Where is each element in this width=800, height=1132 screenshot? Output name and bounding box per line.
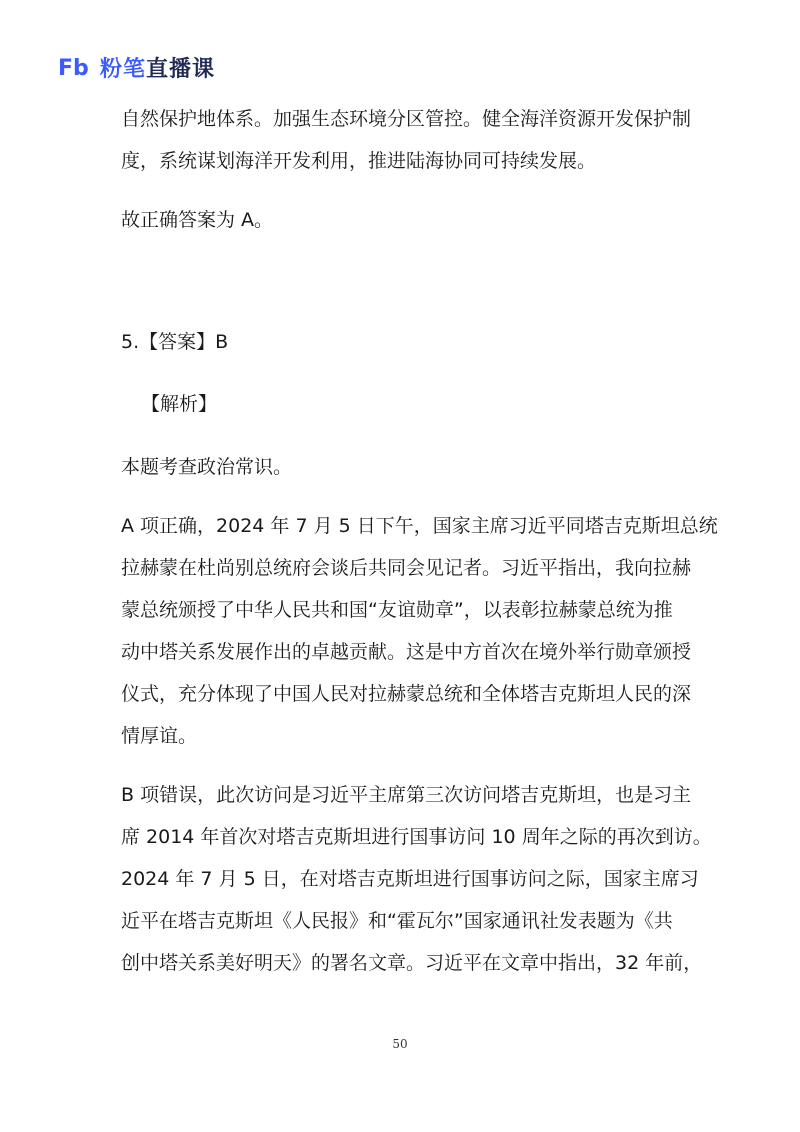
brand-name: 粉笔 bbox=[100, 56, 147, 82]
text-line: 2024 年 7 月 5 日，在对塔吉克斯坦进行国事访问之际，国家主席习 bbox=[121, 868, 699, 890]
text-line: 仪式，充分体现了中国人民对拉赫蒙总统和全体塔吉克斯坦人民的深 bbox=[121, 683, 692, 705]
text-line: 拉赫蒙在杜尚别总统府会谈后共同会见记者。习近平指出，我向拉赫 bbox=[121, 557, 692, 579]
question-answer-heading: 5.【答案】B bbox=[121, 331, 229, 353]
text-line: B 项错误，此次访问是习近平主席第三次访问塔吉克斯坦，也是习主 bbox=[121, 784, 692, 806]
text-line: 蒙总统颁授了中华人民共和国“友谊勋章”，以表彰拉赫蒙总统为推 bbox=[121, 599, 673, 621]
text-line: 创中塔关系美好明天》的署名文章。习近平在文章中指出，32 年前， bbox=[121, 952, 703, 974]
text-line: 情厚谊。 bbox=[121, 725, 198, 747]
text-line: 动中塔关系发展作出的卓越贡献。这是中方首次在境外举行勋章颁授 bbox=[121, 641, 692, 663]
page-number: 50 bbox=[392, 1037, 408, 1051]
brand-logo bbox=[58, 52, 215, 82]
text-line: 本题考查政治常识。 bbox=[121, 456, 293, 478]
svg-text:Fb: Fb bbox=[58, 56, 89, 79]
text-line: 自然保护地体系。加强生态环境分区管控。健全海洋资源开发保护制 bbox=[121, 108, 692, 130]
text-line: 度，系统谋划海洋开发利用，推进陆海协同可持续发展。 bbox=[121, 150, 597, 172]
text-line: 席 2014 年首次对塔吉克斯坦进行国事访问 10 周年之际的再次到访。 bbox=[121, 826, 712, 848]
brand-title bbox=[100, 52, 215, 83]
analysis-heading: 【解析】 bbox=[141, 393, 218, 415]
brand-suffix: 直播课 bbox=[146, 56, 216, 82]
text-line: A 项正确，2024 年 7 月 5 日下午，国家主席习近平同塔吉克斯坦总统 bbox=[121, 515, 718, 537]
answer-conclusion: 故正确答案为 A。 bbox=[121, 209, 274, 231]
text-line: 近平在塔吉克斯坦《人民报》和“霍瓦尔”国家通讯社发表题为《共 bbox=[121, 910, 673, 932]
fb-logo-icon bbox=[58, 55, 92, 79]
